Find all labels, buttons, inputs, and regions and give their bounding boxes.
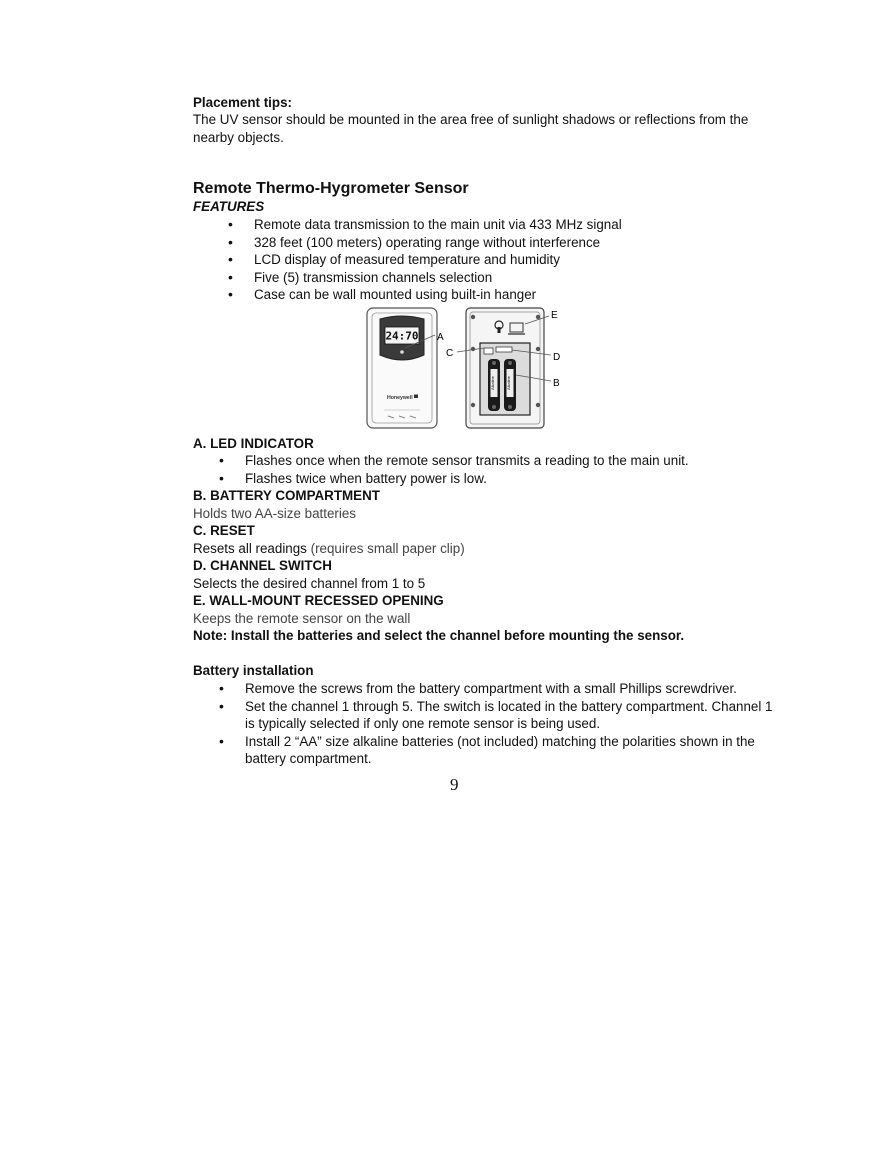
part-a-heading: A. LED INDICATOR — [193, 436, 314, 451]
feature-item: • Five (5) transmission channels selection — [254, 269, 622, 287]
feature-item: • LCD display of measured temperature and humidity — [254, 251, 622, 269]
features-list — [254, 216, 622, 304]
part-c-heading: C. RESET — [193, 523, 255, 538]
part-e-heading: E. WALL-MOUNT RECESSED OPENING — [193, 593, 444, 608]
feature-item: • Remote data transmission to the main unit via 433 MHz signal — [254, 216, 622, 234]
label-a: A — [437, 332, 444, 343]
part-b-heading: B. BATTERY COMPARTMENT — [193, 488, 380, 503]
battery-label-1: Alkaline — [490, 375, 495, 391]
label-b: B — [553, 378, 560, 389]
battery-install-item — [245, 733, 773, 768]
page-number: 9 — [450, 775, 459, 794]
part-c-text-main: Resets all readings — [193, 541, 307, 556]
battery-install-item-3-line-1: Install 2 “AA” size alkaline batteries (not included) matching the polarities shown in the — [245, 733, 755, 749]
label-c: C — [446, 348, 454, 359]
sensor-figure — [362, 305, 572, 430]
led-dot — [400, 350, 404, 354]
part-a-item: • Flashes once when the remote sensor transmits a reading to the main unit. — [245, 452, 689, 470]
battery-install-list — [245, 680, 773, 768]
lcd-readout: 24:70 — [385, 329, 419, 343]
part-e-text: Keeps the remote sensor on the wall — [193, 611, 411, 626]
part-c-text — [193, 540, 465, 558]
part-d-heading: D. CHANNEL SWITCH — [193, 558, 332, 573]
part-d-text: Selects the desired channel from 1 to 5 — [193, 576, 426, 591]
section-title: Remote Thermo-Hygrometer Sensor — [193, 180, 469, 197]
battery-install-item — [245, 698, 773, 733]
battery-install-item-2-line-2: is typically selected if only one remote sensor is being used. — [245, 716, 601, 731]
install-note: Note: Install the batteries and select the channel before mounting the sensor. — [193, 628, 685, 643]
label-d: D — [553, 352, 561, 363]
label-e: E — [551, 310, 558, 321]
battery-install-item: • Remove the screws from the battery compartment with a small Phillips screwdriver. — [245, 680, 773, 698]
placement-text-line-1: The UV sensor should be mounted in the area free of sunlight shadows or reflections from the — [193, 112, 749, 127]
battery-label-2: Alkaline — [506, 375, 511, 391]
feature-item: • Case can be wall mounted using built-in hanger — [254, 286, 622, 304]
battery-install-item-2-line-1: Set the channel 1 through 5. The switch is located in the battery compartment. Channel 1 — [245, 698, 773, 714]
sensor-back-view — [466, 308, 544, 428]
brand-logo: Honeywell — [387, 395, 413, 401]
part-b-text: Holds two AA-size batteries — [193, 506, 356, 521]
sensor-front-view — [367, 308, 437, 428]
features-heading: FEATURES — [193, 199, 265, 214]
feature-item: • 328 feet (100 meters) operating range without interference — [254, 234, 622, 252]
battery-install-item-3-line-2: battery compartment. — [245, 751, 372, 766]
battery-install-heading: Battery installation — [193, 663, 314, 678]
part-a-list — [245, 452, 689, 487]
placement-heading: Placement tips: — [193, 95, 292, 110]
part-c-text-note: (requires small paper clip) — [306, 541, 465, 556]
placement-text-line-2: nearby objects. — [193, 130, 284, 145]
part-a-item: • Flashes twice when battery power is low. — [245, 470, 689, 488]
